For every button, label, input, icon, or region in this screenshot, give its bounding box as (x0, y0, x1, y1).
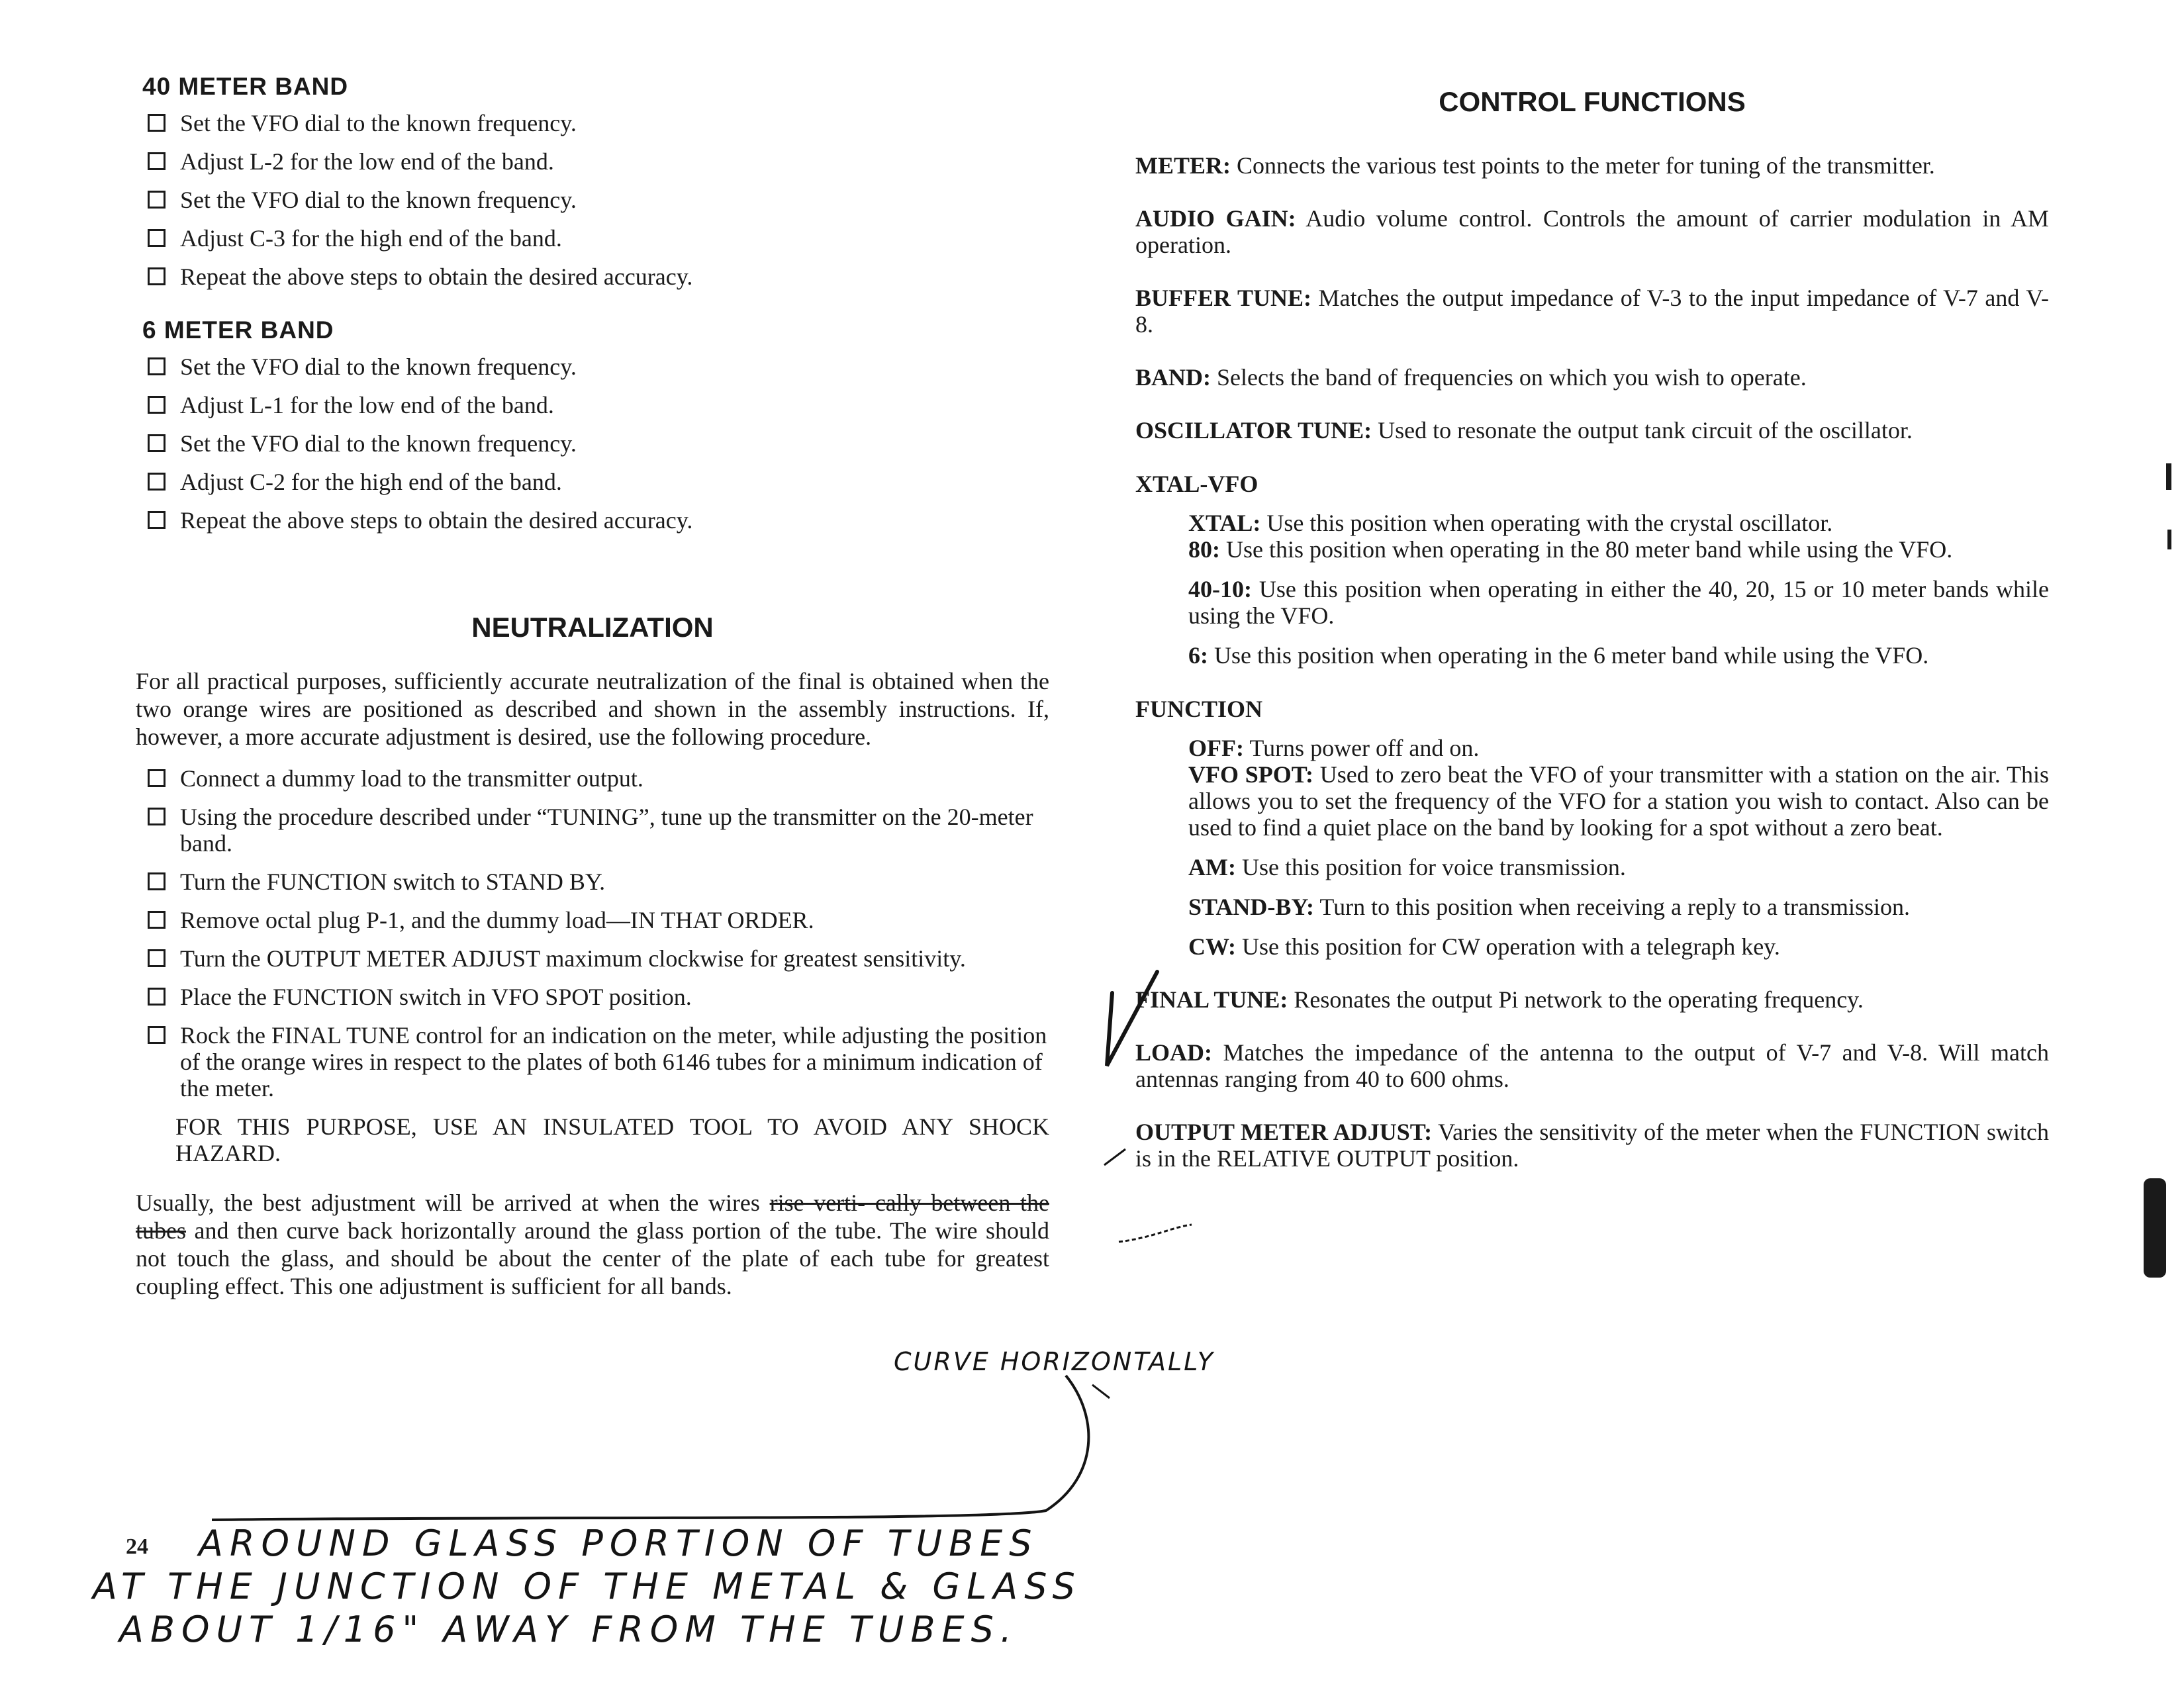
step-text: Repeat the above steps to obtain the desired accuracy. (180, 263, 693, 290)
binding-mark (2166, 463, 2171, 490)
pen-tick (1104, 1149, 1125, 1165)
step-text: Turn the FUNCTION switch to STAND BY. (180, 868, 606, 895)
position-text: Use this position when operating with the crystal oscillator. (1266, 510, 1833, 536)
control-label: AUDIO GAIN: (1135, 205, 1296, 232)
control-label: FINAL TUNE: (1135, 986, 1288, 1013)
control-text: Resonates the output Pi network to the operating frequency. (1294, 986, 1864, 1013)
step-text: Using the procedure described under “TUNING”, tune up the transmitter on the 20-meter band. (180, 804, 1033, 857)
shock-hazard-caution: FOR THIS PURPOSE, USE AN INSULATED TOOL TO AVOID ANY SHOCK HAZARD. (175, 1113, 1049, 1166)
control-text: Matches the output impedance of V-3 to the input impedance of V-7 and V-8. (1135, 285, 2050, 338)
position-text: Use this position when operating in the 6 meter band while using the VFO. (1214, 642, 1929, 669)
usually-text-end: and then curve back horizontally around the glass portion of the tube. The wire should not touch the glass, and should be about the center of the plate of each tube for greatest coupling effect. This one adjustment is sufficient for all bands. (136, 1217, 1050, 1299)
step-text: Adjust C-3 for the high end of the band. (180, 225, 562, 252)
step-text: Set the VFO dial to the known frequency. (180, 430, 577, 457)
step-text: Set the VFO dial to the known frequency. (180, 187, 577, 213)
handwritten-line-1: AROUND GLASS PORTION OF TUBES (199, 1523, 1039, 1564)
six-meter-band-title: 6 METER BAND (142, 316, 334, 344)
position-label: 80: (1188, 536, 1220, 563)
position-text: Use this position for CW operation with a telegraph key. (1242, 933, 1780, 960)
step-text: Adjust C-2 for the high end of the band. (180, 469, 562, 495)
position-text: Use this position when operating in the 80 meter band while using the VFO. (1226, 536, 1953, 563)
control-text: Used to resonate the output tank circuit of the oscillator. (1378, 417, 1913, 444)
handwritten-line-2: AT THE JUNCTION OF THE METAL & GLASS (93, 1566, 1082, 1607)
position-label: STAND-BY: (1188, 894, 1315, 920)
function-heading: FUNCTION (1135, 696, 1263, 722)
step-text: Set the VFO dial to the known frequency. (180, 110, 577, 136)
pen-tick (1092, 1385, 1110, 1398)
control-text: Varies the sensitivity of the meter when the FUNCTION switch is in the RELATIVE OUTPUT position. (1135, 1119, 2049, 1172)
position-label: CW: (1188, 933, 1236, 960)
binding-mark (2144, 1178, 2166, 1278)
step-text: Adjust L-1 for the low end of the band. (180, 392, 554, 418)
neutralization-heading: NEUTRALIZATION (471, 612, 714, 643)
check-mark (1107, 972, 1157, 1066)
neutralization-intro: For all practical purposes, sufficiently accurate neutralization of the final is obtained when the two orange wires are positioned as described and shown in the assembly instructions. If, however, a more accurate adjustment is desired, use the following procedure. (136, 668, 1049, 750)
page-number: 24 (126, 1534, 148, 1559)
position-text: Used to zero beat the VFO of your transmitter with a station on the air. This allows you to set the frequency of the VFO for a station you wish to contact. Also can be used to find a quiet place on the band by looking for a spot without a zero beat. (1188, 761, 2049, 841)
position-label: 6: (1188, 642, 1208, 669)
control-text: Audio volume control. Controls the amount of carrier modulation in AM operation. (1135, 205, 2049, 258)
position-label: 40-10: (1188, 576, 1252, 602)
control-label: BUFFER TUNE: (1135, 285, 1311, 311)
step-text: Place the FUNCTION switch in VFO SPOT position. (180, 984, 692, 1010)
control-text: Selects the band of frequencies on which you wish to operate. (1217, 364, 1807, 391)
position-label: OFF: (1188, 735, 1244, 761)
struck-out-text: rise verti- cally between the tubes (136, 1190, 1049, 1244)
handwritten-curve-note: CURVE HORIZONTALLY (894, 1347, 1215, 1376)
usually-text-start: Usually, the best adjustment will be arrived at when the wires (136, 1190, 760, 1216)
position-text: Turns power off and on. (1249, 735, 1480, 761)
step-text: Turn the OUTPUT METER ADJUST maximum clockwise for greatest sensitivity. (180, 945, 966, 972)
control-label: OSCILLATOR TUNE: (1135, 417, 1372, 444)
control-text: Matches the impedance of the antenna to the output of V-7 and V-8. Will match antennas ranging from 40 to 600 ohms. (1135, 1039, 2049, 1092)
step-text: Connect a dummy load to the transmitter output. (180, 765, 643, 792)
handwritten-bracket (212, 1376, 1088, 1520)
binding-mark (2167, 530, 2171, 549)
step-text: Set the VFO dial to the known frequency. (180, 353, 577, 380)
pen-tick (1119, 1225, 1192, 1242)
control-label: METER: (1135, 152, 1231, 179)
control-functions-heading: CONTROL FUNCTIONS (1439, 86, 1746, 117)
position-label: AM: (1188, 854, 1236, 880)
control-label: OUTPUT METER ADJUST: (1135, 1119, 1433, 1145)
position-label: XTAL: (1188, 510, 1261, 536)
control-label: BAND: (1135, 364, 1211, 391)
position-text: Use this position when operating in either the 40, 20, 15 or 10 meter bands while using the VFO. (1188, 576, 2049, 629)
step-text: Remove octal plug P-1, and the dummy load—IN THAT ORDER. (180, 907, 814, 933)
step-text: Repeat the above steps to obtain the desired accuracy. (180, 507, 693, 534)
xtal-vfo-heading: XTAL-VFO (1135, 471, 1258, 497)
position-label: VFO SPOT: (1188, 761, 1314, 788)
position-text: Turn to this position when receiving a reply to a transmission. (1319, 894, 1910, 920)
handwritten-line-3: ABOUT 1/16" AWAY FROM THE TUBES. (119, 1609, 1019, 1650)
step-text: Adjust L-2 for the low end of the band. (180, 148, 554, 175)
step-text: Rock the FINAL TUNE control for an indication on the meter, while adjusting the position of the orange wires in respect to the plates of both 6146 tubes for a minimum indication of the meter. (180, 1022, 1047, 1102)
control-text: Connects the various test points to the meter for tuning of the transmitter. (1237, 152, 1935, 179)
control-label: LOAD: (1135, 1039, 1212, 1066)
forty-meter-band-title: 40 METER BAND (142, 73, 349, 100)
position-text: Use this position for voice transmission. (1241, 854, 1626, 880)
